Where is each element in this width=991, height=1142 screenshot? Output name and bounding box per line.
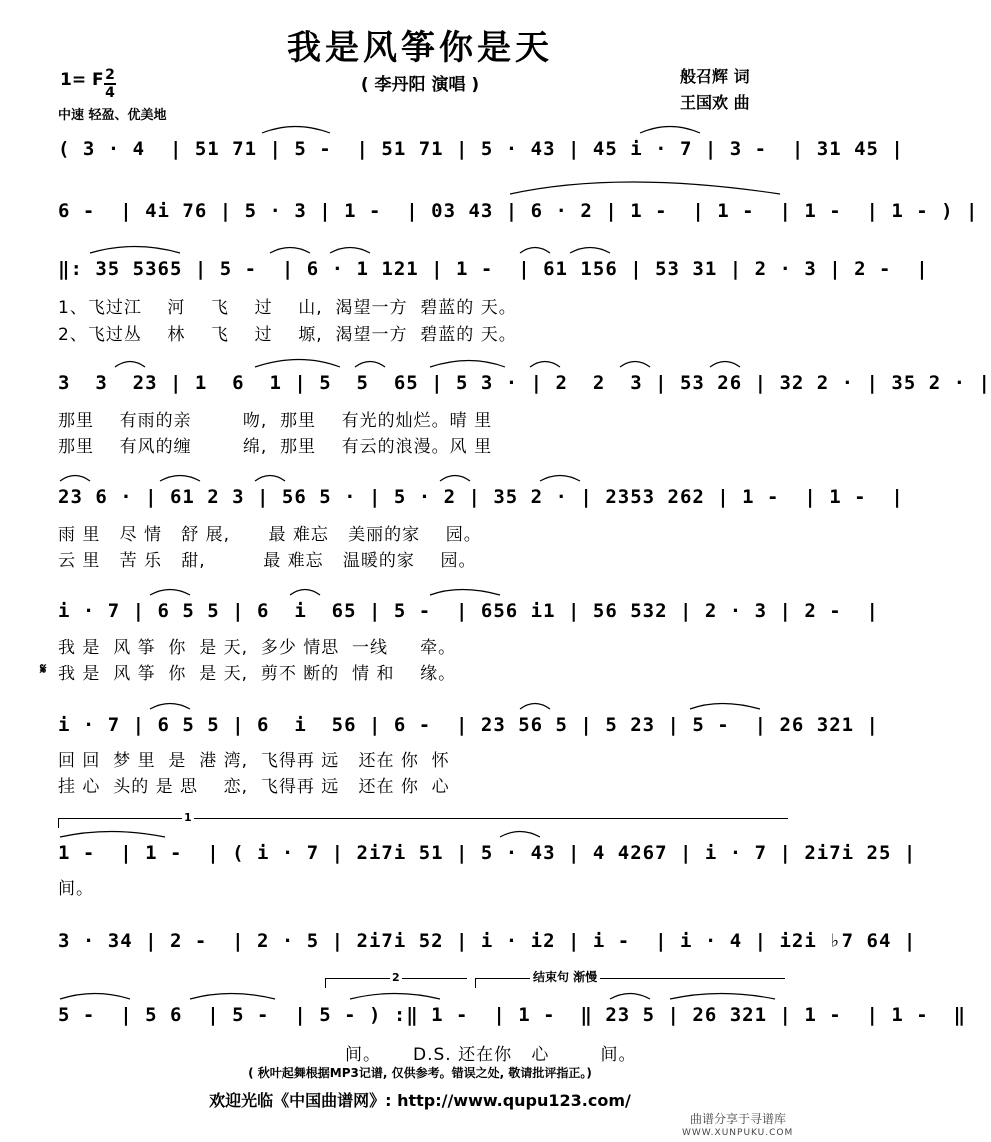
slur-arc <box>330 248 370 254</box>
volta-1-number: 1 <box>184 811 192 824</box>
performer-subtitle: ( 李丹阳 演唱 ) <box>360 75 480 95</box>
site-welcome: 欢迎光临《中国曲谱网》: http://www.qupu123.com/ <box>209 1091 631 1110</box>
lyrics-line-6-verse-1: 我 是 风 筝 你 是 天, 多少 情思 一线 牵。 <box>58 638 457 658</box>
slur-arc <box>350 994 440 1000</box>
score-line-10: 5 - | 5 6 | 5 - | 5 - ) :‖ 1 - | 1 - ‖ 23 5 | 26 321 | 1 - | 1 - ‖ <box>58 1004 967 1026</box>
slur-arc <box>690 704 760 710</box>
slur-arc <box>620 362 650 368</box>
score-line-7: i · 7 | 6 5 5 | 6 i 56 | 6 - | 23 56 5 | 5 23 | 5 - | 26 321 | <box>58 714 879 736</box>
volta-2-number: 2 <box>392 971 400 984</box>
score-line-2: 6 - | 4i 76 | 5 · 3 | 1 - | 03 43 | 6 · 2 | 1 - | 1 - | 1 - | 1 - ) | <box>58 200 979 222</box>
slur-arc <box>160 476 200 482</box>
slur-arc <box>500 832 540 838</box>
score-line-1: ( 3 · 4 | 51 71 | 5 - | 51 71 | 5 · 43 | 45 i · 7 | 3 - | 31 45 | <box>58 138 904 160</box>
slur-arc <box>520 704 550 710</box>
lyrics-line-10: 间。 D.S. 还在你 心 间。 <box>345 1045 637 1065</box>
tempo-marking: 中速 轻盈、优美地 <box>58 108 167 123</box>
slur-arc <box>520 248 550 254</box>
lyricist-credit: 般召辉 词 <box>680 67 750 86</box>
slur-arc <box>430 590 500 596</box>
slur-arc <box>710 362 740 368</box>
lyrics-line-8: 间。 <box>58 879 94 899</box>
score-line-5: 23 6 · | 61 2 3 | 56 5 · | 5 · 2 | 35 2 · | 2353 262 | 1 - | 1 - | <box>58 486 904 508</box>
slur-arc <box>610 994 650 1000</box>
lyrics-line-5-verse-1: 雨 里 尽 情 舒 展, 最 难忘 美丽的家 园。 <box>58 525 482 545</box>
slur-arc <box>355 362 385 368</box>
slur-arc <box>262 127 330 134</box>
slur-arc <box>290 590 320 596</box>
song-title: 我是风筝你是天 <box>287 28 553 68</box>
lyrics-line-3-verse-2: 2、飞过丛 林 飞 过 塬, 渴望一方 碧蓝的 天。 <box>58 325 517 345</box>
watermark-url: WWW.XUNPUKU.COM <box>682 1128 794 1138</box>
slur-arc <box>640 127 700 134</box>
transcription-note: ( 秋叶起舞根据MP3记谱, 仅供参考。错误之处, 敬请批评指正。) <box>248 1066 592 1080</box>
slur-arc <box>570 248 610 254</box>
key-signature: 1= F <box>60 70 104 90</box>
segno-sign: 𝄋 <box>40 660 47 678</box>
slur-arc <box>60 832 165 838</box>
slur-arc <box>530 362 560 368</box>
slur-arc <box>540 476 580 482</box>
lyrics-line-7-verse-1: 回 回 梦 里 是 港 湾, 飞得再 远 还在 你 怀 <box>58 751 450 771</box>
time-signature-top: 2 <box>105 67 115 83</box>
slur-arc <box>150 704 190 710</box>
composer-credit: 王国欢 曲 <box>680 93 750 112</box>
watermark: 曲谱分享于寻谱库 <box>690 1112 787 1126</box>
score-line-8: 1 - | 1 - | ( i · 7 | 2i7i 51 | 5 · 43 | 4 4267 | i · 7 | 2i7i 25 | <box>58 842 917 864</box>
slur-arc <box>115 362 145 368</box>
lyrics-line-4-verse-1: 那里 有雨的亲 吻, 那里 有光的灿烂。晴 里 <box>58 411 493 431</box>
lyrics-line-4-verse-2: 那里 有风的缠 绵, 那里 有云的浪漫。风 里 <box>58 437 493 457</box>
time-signature-bottom: 4 <box>105 85 115 101</box>
slur-arc <box>255 360 340 368</box>
lyrics-line-6-verse-2: 我 是 风 筝 你 是 天, 剪不 断的 情 和 缘。 <box>58 664 457 684</box>
slur-arc <box>430 361 505 368</box>
score-line-9: 3 · 34 | 2 - | 2 · 5 | 2i7i 52 | i · i2 | i - | i · 4 | i2i ♭7 64 | <box>58 930 917 952</box>
lyrics-line-3-verse-1: 1、飞过江 河 飞 过 山, 渴望一方 碧蓝的 天。 <box>58 298 517 318</box>
slur-arc <box>670 994 775 1000</box>
ending-label: 结束句 渐慢 <box>530 968 600 985</box>
slur-arc <box>270 248 310 254</box>
slur-arc <box>510 182 780 194</box>
slur-arc <box>255 476 285 482</box>
slur-arc <box>150 590 190 596</box>
slur-arc <box>440 476 470 482</box>
lyrics-line-7-verse-2: 挂 心 头的 是 思 恋, 飞得再 远 还在 你 心 <box>58 777 450 797</box>
slur-arc <box>60 994 130 1000</box>
score-line-6: i · 7 | 6 5 5 | 6 i 65 | 5 - | 656 i1 | 56 532 | 2 · 3 | 2 - | <box>58 600 879 622</box>
score-line-3: ‖: 35 5365 | 5 - | 6 · 1 121 | 1 - | 61 156 | 53 31 | 2 · 3 | 2 - | <box>58 258 929 280</box>
slur-arc <box>60 476 90 482</box>
score-line-4: 3 3 23 | 1 6 1 | 5 5 65 | 5 3 · | 2 2 3 | 53 26 | 32 2 · | 35 2 · | <box>58 372 991 394</box>
lyrics-line-5-verse-2: 云 里 苦 乐 甜, 最 难忘 温暖的家 园。 <box>58 551 477 571</box>
slur-arc <box>90 247 180 254</box>
slur-arc <box>190 994 275 1000</box>
